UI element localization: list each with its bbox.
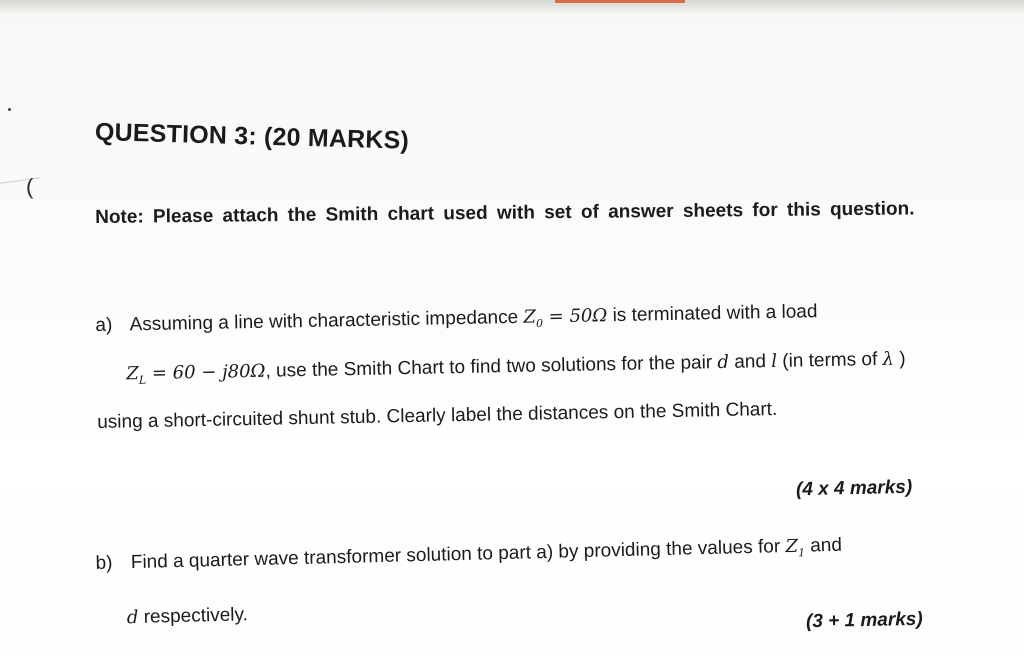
d-symbol-b: d: [126, 606, 139, 628]
margin-parenthesis: (: [26, 174, 34, 199]
z0-symbol: $Z_0$: [523, 306, 544, 331]
part-b-text-3: respectively.: [143, 603, 249, 628]
z1-symbol: $Z_1$: [785, 535, 806, 560]
part-a-marks: (4 x 4 marks): [795, 476, 913, 501]
page-edge-mark: [555, 0, 685, 3]
part-a-text-1: Assuming a line with characteristic impedance: [129, 306, 519, 336]
note-text: Please attach the Smith chart used with set of answer sheets for this question.: [143, 198, 915, 228]
part-a-text-6: ) using a short-circuited shunt stub. Clearly label the distances on the Smith Chart.: [97, 348, 906, 434]
question-heading: QUESTION 3: (20 MARKS): [94, 118, 410, 155]
part-b-label: b): [95, 552, 113, 574]
part-a: [95, 289, 928, 444]
part-b-text-2: and: [809, 534, 843, 557]
lambda-symbol: λ: [882, 348, 895, 370]
zl-symbol: $Z_L$: [126, 362, 147, 387]
part-a-line-2: [96, 348, 906, 433]
note-prefix: Note:: [95, 206, 144, 228]
page-top-shadow: [0, 0, 1024, 14]
part-b-line-2: [97, 604, 248, 629]
paper-dot: [8, 108, 11, 111]
part-a-text-2: is terminated with a load: [612, 301, 818, 327]
d-symbol: d: [717, 351, 730, 373]
part-b-text-1: Find a quarter wave transformer solution to part a) by providing the values for: [130, 536, 781, 574]
zl-value: = 60 − j80Ω: [145, 360, 266, 384]
part-a-text-4: and: [734, 350, 767, 373]
l-symbol: l: [771, 350, 778, 372]
page-fold-line: [0, 177, 40, 184]
note-paragraph: [95, 193, 915, 234]
part-a-label: a): [95, 314, 113, 336]
part-a-text-5: (in terms of: [782, 348, 878, 372]
part-a-text-3: , use the Smith Chart to find two solutions for the pair: [265, 351, 713, 382]
z0-value: = 50Ω: [542, 305, 608, 328]
part-b-marks: (3 + 1 marks): [805, 608, 923, 633]
